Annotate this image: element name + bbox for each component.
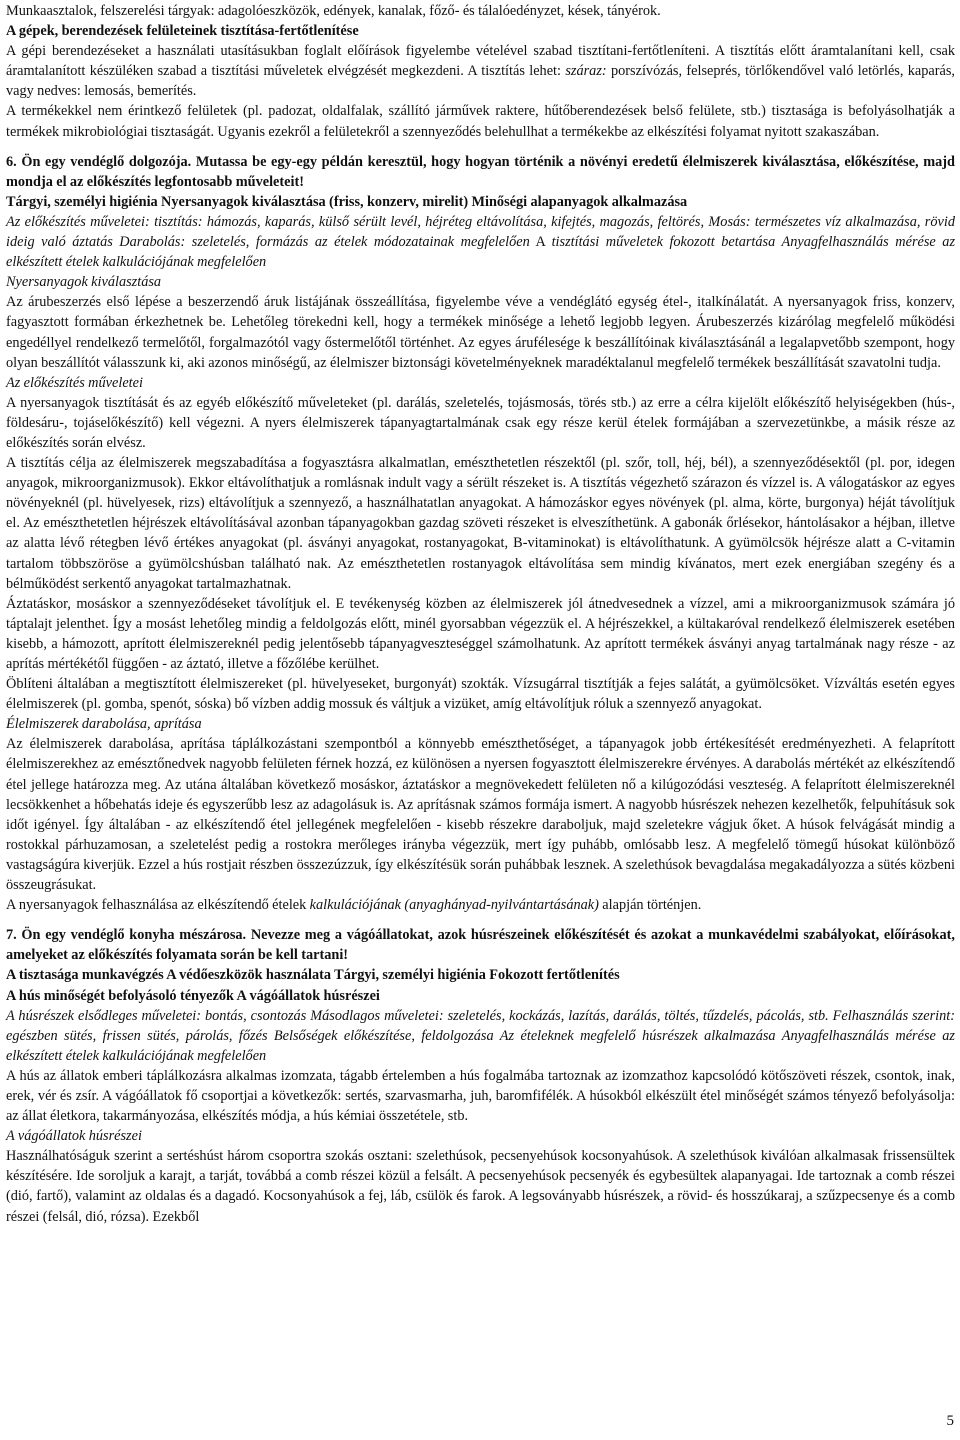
paragraph [6,1146,955,1226]
italic-text-run: kalkulációjának (anyaghányad-nyilvántartásának) [309,897,599,914]
text-run: Munkaasztalok, felszerelési tárgyak: adagolóeszközök, edények, kanalak, főző- és tálalóedényzet, kések, tányérok. [6,3,661,19]
paragraph [6,373,955,393]
paragraph [6,212,955,272]
italic-text-run: száraz: [565,63,607,80]
italic-text-run: Élelmiszerek darabolása, aprítása [6,716,202,733]
paragraph [6,192,955,212]
text-run: A [529,234,552,251]
text-run: A tisztítás célja az élelmiszerek megszabadítása a fogyasztásra alkalmatlan, emészthetetlen részektől (pl. szőr, toll, héj, bél), a szennyeződésektől (pl. por, idegen anyagok, mikroorganizmusok). Ekkor eltávolíthatjuk a romlásnak indult vagy a sérült részeket is. A tisztítás végezhető szárazon és vízzel is. A válogatáskor az egyes növényeknél (pl. hüvelyesek, rizs) eltávolítjuk a szennyező, a használhatatlan anyagokat. A hámozáskor egyes növények (pl. alma, körte, burgonya) héját távolítjuk el. Az emészthetetlen héjrészek eltávolításával azonban tápanyagokban gazdag szöveti részeket is elveszíthetünk. A gabonák őrlésekor, hántolásakor a héjban, illetve az alatta lévő rétegben lévő értékes anyagokat (pl. ásványi anyagokat, rostanyagokat, B-vitaminokat) is eltávolíthatunk. A gyümölcsök héjrésze alatt a C-vitamin tartalom többszöröse a gyümölcshúsban található nak. Az emészthetetlen rostanyagok eltávolítása sem mindig kívánatos, mert ezek energiában szegény és a bélműködést serkentő anyagokat tartalmazhatnak. [6,455,955,592]
paragraph [6,1126,955,1146]
document-body [6,1,955,1227]
italic-text-run: Az előkészítés műveletei: tisztítás: hámozás, kaparás, külső sérült levél, héjréteg eltávolítása, kifejtés, magozás, feltörés, Mosás: természetes víz alkalmazása, rövid ideig való áztatás Darabolás: szeletelés, formázás az ételek módozatainak megfelelően [6,213,955,251]
text-run: A hús az állatok emberi táplálkozásra alkalmas izomzata, tágabb értelemben a hús fogalmába tartoznak az izomzathoz kapcsolódó kötőszöveti részek, csontok, inak, erek, vér és zsír. A vágóállatok fő csoportjai a következők: sertés, szarvasmarha, juh, baromfifélék. A húsokból elkészült étel minőségét számos tényező befolyásolja: az állat életkora, takarmányozása, elkészítés módja, a hús kémiai összetétele, stb. [6,1067,955,1125]
paragraph [6,1066,955,1126]
paragraph [6,41,955,101]
paragraph [6,272,955,292]
bold-text-run: A tisztasága munkavégzés A védőeszközök használata Tárgyi, személyi higiénia Fokozott fertőtlenítés [6,967,620,984]
paragraph [6,1,955,21]
bold-text-run: A hús minőségét befolyásoló tényezők A vágóállatok húsrészei [6,987,380,1004]
paragraph [6,393,955,453]
paragraph [6,986,955,1006]
paragraph [6,674,955,714]
text-run: A gépi berendezéseket a használati utasításukban foglalt előírások figyelembe vételével szabad tisztítani-fertőtleníteni. A tisztítás előtt áramtalanítani kell, csak áramtalanított készüléken szabad a tisztítási műveletek elvégzését megkezdeni. A tisztítás lehet: [6,43,955,80]
italic-text-run: Az előkészítés műveletei [6,374,143,391]
text-run: Használhatóságuk szerint a sertéshúst három csoportra szokás osztani: szelethúsok, pecsenyehúsok kocsonyahúsok. A szelethúsok kiválóan alkalmasak frissensültek készítésére. Ide soroljuk a karajt, a tarját, továbbá a comb részei közül a felsált. A pecsenyehúsok pecsenyék és egybesültek alapanyagai. Ide tartoznak a comb részei (dió, fartő), valamint az oldalas és a dagadó. Kocsonyahúsok a fej, láb, csülök és farok. A legsoványabb húsrészek, a rövid- és hosszúkaraj, a szűzpecsenye és a comb részei (felsál, dió, rózsa). Ezekből [6,1148,955,1225]
text-run: alapján történjen. [598,897,702,914]
paragraph [6,152,955,192]
text-run: A termékekkel nem érintkező felületek (pl. padozat, oldalfalak, szállító járművek raktere, hűtőberendezések belső felülete, stb.) tisztasága is befolyásolhatják a termékek mikrobiológiai tisztaságát. Ugyanis ezekről a felületekről a szennyeződés belehullhat a termékekbe az elkészítési folyamat nyitott szakaszában. [6,103,955,140]
page-number: 5 [946,1412,954,1429]
italic-text-run: tisztítási műveletek fokozott betartása Anyagfelhasználás mérése az elkészített ételek kalkulációjának megfelelően [6,234,956,271]
italic-text-run: Nyersanyagok kiválasztása [6,274,162,291]
bold-text-run: 7. Ön egy vendéglő konyha mészárosa. Nevezze meg a vágóállatokat, azok húsrészeinek előkészítését és azokat a munkavédelmi szabályokat, előírásokat, amelyeket az előkészítés folyamata során be kell tartani! [6,927,955,964]
paragraph-spacer [6,915,955,925]
italic-text-run: A húsrészek elsődleges műveletei: bontás, csontozás Másodlagos műveletei: szeletelés, kockázás, lazítás, darálás, töltés, tűzdelés, pácolás, stb. Felhasználás szerint: egészben sütés, frissen sütés, párolás, főzés Belsőségek előkészítése, feldolgozása Az ételeknek megfelelő húsrészek alkalmazása Anyagfelhasználás mérése az elkészített ételek kalkulációjának megfelelően [6,1007,955,1064]
paragraph-spacer [6,142,955,152]
text-run: Az élelmiszerek darabolása, aprítása táplálkozástani szempontból a könnyebb emészthetőséget, a tápanyagok jobb értékesítését eredményezheti. A felaprított élelmiszerekhez az emésztőnedvek nagyobb felületen férnek hozzá, ez különösen a nyersen fogyasztott élelmiszerekre érvényes. A darabolás mértékét az elkészítendő étel jellege határozza meg. Az utána általában következő mosáskor, áztatáskor a megnövekedett felületen nő a kilúgozódási veszteség. A felaprított élelmiszereknél lecsökkenhet a hőbehatás ideje és egyszerűbb lesz az adagolásuk is. Az aprításnak számos formája ismert. A nagyobb húsrészek nehezen kezelhetők, felpuhításuk sok időt igényel. Így általában - az elkészítendő étel jellegének megfelelően - kisebb részekre daraboljuk, majd szeletekre vágjuk őket. A húsok felvágását mindig a rostokkal párhuzamosan, a szeletelést pedig a rostokra merőleges irányba végezzük, mert így puhább, omlósabb lesz. A megfelelő tömegű húsokat különböző vastagságúra kiverjük. Ezzel a hús rostjait részben összezúzzuk, így elkészítésük során puhábbak lesznek. A szelethúsok bevagdalása megakadályozza a sütés közbeni összeugrásukat. [6,736,955,894]
text-run: A nyersanyagok tisztítását és az egyéb előkészítő műveleteket (pl. darálás, szeletelés, tojásmosás, törés stb.) az erre a célra kijelölt előkészítő helyiségekben (hús-, földesáru-, tojáselőkészítő) kell végezni. A nyers élelmiszerek tápanyagtartalmának csak egy része kerül ételek formájában a szervezetünkbe, a másik része az előkészítés során elvész. [6,394,955,451]
paragraph [6,594,955,674]
bold-text-run: Tárgyi, személyi higiénia Nyersanyagok kiválasztása (friss, konzerv, mirelit) Minőségi alapanyagok alkalmazása [6,193,688,210]
paragraph [6,21,955,41]
text-run: A nyersanyagok felhasználása az elkészítendő ételek [6,897,310,914]
text-run: Öblíteni általában a megtisztított élelmiszereket (pl. hüvelyeseket, burgonyát) szokták. Vízsugárral tisztítják a fejes salátát, a gyümölcsöket. Vízváltás esetén egyes élelmiszerek (pl. gomba, spenót, sóska) bő vízben addig mossuk és váltjuk a vizüket, amíg eltávolítjuk róluk a szennyező anyagokat. [6,676,955,713]
paragraph [6,101,955,141]
text-run: Az árubeszerzés első lépése a beszerzendő áruk listájának összeállítása, figyelembe véve a vendéglátó egység étel-, italkínálatát. A nyersanyagok friss, konzerv, fagyasztott formában érkezhetnek be. Lehetőleg törekedni kell, hogy a termékek minősége a lehető legjobb legyen. Árubeszerzés kizárólag megfelelő működési engedéllyel rendelkező termelőtől, forgalmazótól vagy őstermelőtől történhet. Az egyes árufélesége k beszállítóinak kiválasztásánál a legalapvetőbb szempont, hogy olyan beszállítót válasszunk ki, aki azonos minőségű, az élelmiszer biztonsági követelményeknek maradéktalanul megfelelő termékek beszállítását szavatolni tudja. [6,294,955,371]
paragraph [6,1006,955,1066]
paragraph [6,965,955,985]
italic-text-run: A vágóállatok húsrészei [6,1128,142,1145]
paragraph [6,453,955,594]
bold-text-run: A gépek, berendezések felületeinek tisztítása-fertőtlenítése [6,23,359,40]
paragraph [6,734,955,895]
paragraph [6,292,955,372]
paragraph [6,714,955,734]
paragraph [6,925,955,965]
text-run: porszívózás, felseprés, törlőkendővel való letörlés, kaparás, vagy nedves: lemosás, bemerítés. [6,63,955,100]
text-run: Áztatáskor, mosáskor a szennyeződéseket távolítjuk el. E tevékenység közben az élelmiszerek jól átnedvesednek a vízzel, ami a mikroorganizmusok számára jó táptalajt jelenthet. Így a mosást lehetőleg mindig a feldolgozás előtt, minél gyorsabban végezzük el. A héjrészekkel, a kültakaróval rendelkező élelmiszerek esetében kisebb, a hámozott, aprított élelmiszereknél pedig jelentősebb tápanyagveszteséggel számolhatunk. Az aprított termékek ásványi anyag tartalmának nagy része - az aprítás mértékétől függően - az áztató, illetve a főzőlébe kerülhet. [6,595,955,672]
paragraph [6,895,955,915]
bold-text-run: 6. Ön egy vendéglő dolgozója. Mutassa be egy-egy példán keresztül, hogy hogyan történik a növényi eredetű élelmiszerek kiválasztása, előkészítése, majd mondja el az előkészítés legfontosabb műveleteit! [6,153,955,190]
